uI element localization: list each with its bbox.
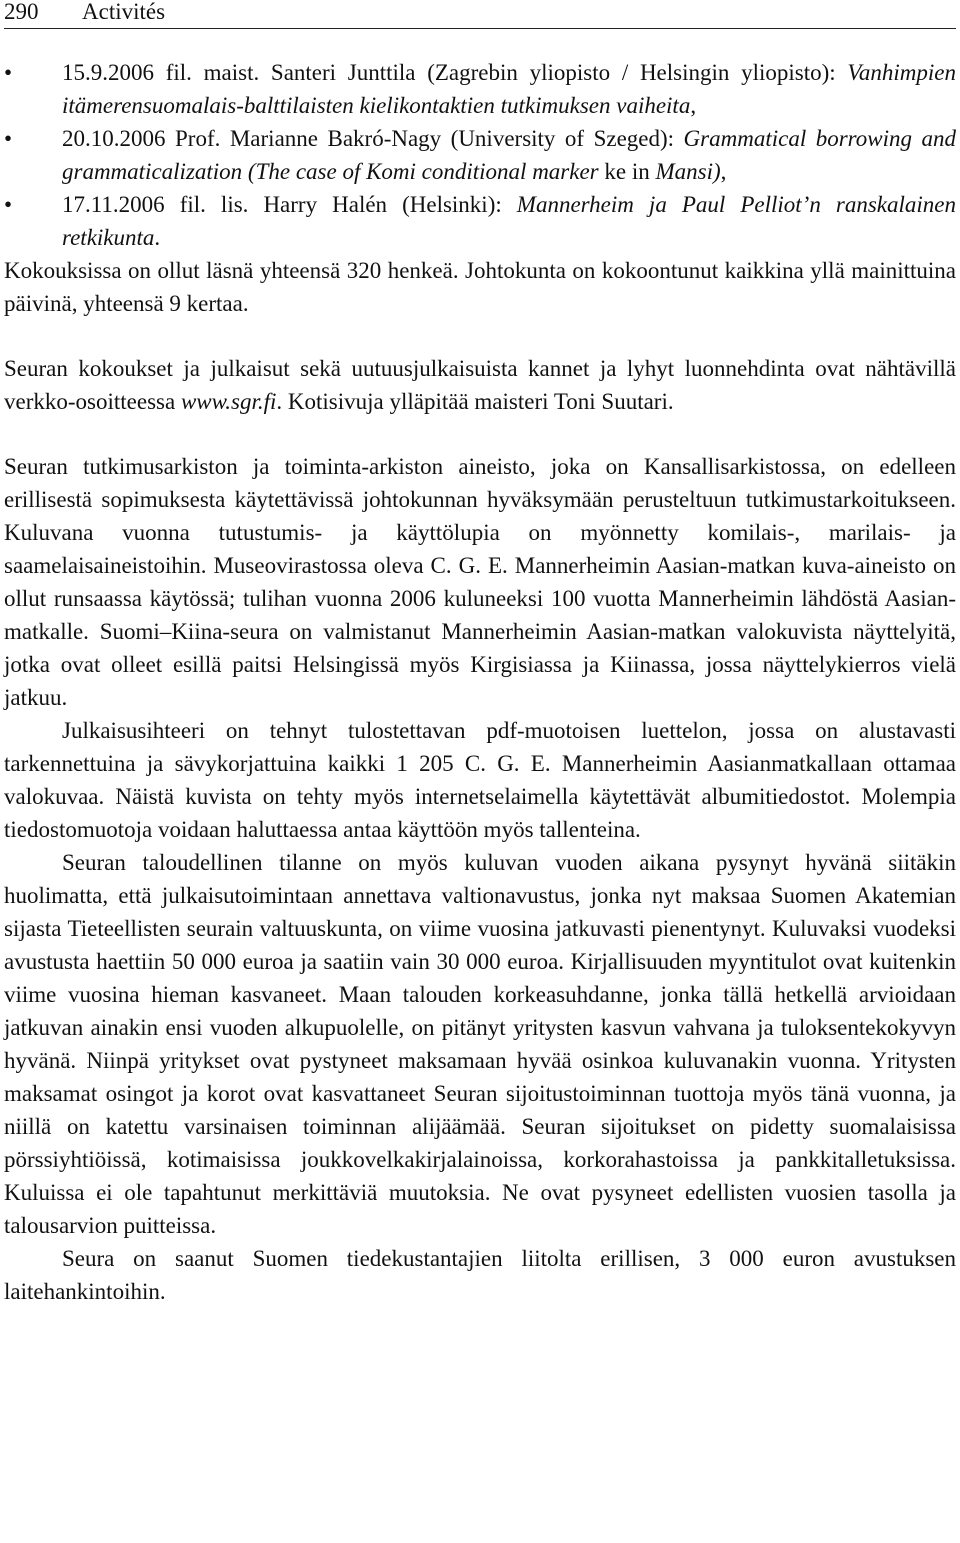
lecture-speaker: 17.11.2006 fil. lis. Harry Halén (Helsinki):	[62, 192, 517, 217]
publications-paragraph: Julkaisusihteeri on tehnyt tulostettavan pdf-muotoisen luettelon, jossa on alustavasti tarkennettuina ja sävykorjattuina kaikki 1 205 C. G. E. Mannerheimin Aasianmatkallaan ottamaa valokuvaa. Näistä kuvista on tehty myös internetselaimella käytettävät albumitiedostot. Molempia tiedostomuotoja voidaan haluttaessa antaa käyttöön myös tallenteina.	[4, 718, 956, 842]
website-url: www.sgr.fi	[180, 389, 277, 414]
bullet-icon: •	[4, 192, 13, 217]
lecture-punct: ,	[690, 93, 697, 118]
website-paragraph	[4, 352, 956, 418]
list-item	[4, 56, 956, 122]
lecture-title-end: Mansi)	[655, 159, 721, 184]
lecture-title: Grammatical borrowing and grammaticalization (The case of Komi conditional marker	[62, 126, 956, 184]
page-body	[4, 56, 956, 1308]
running-header	[4, 0, 956, 29]
lecture-speaker: 20.10.2006 Prof. Marianne Bakró-Nagy (University of Szeged):	[62, 126, 684, 151]
section-title: Activités	[82, 0, 166, 24]
lecture-title-roman: ke in	[598, 159, 656, 184]
list-item	[4, 188, 956, 254]
archive-paragraph: Seuran tutkimusarkiston ja toiminta-arkiston aineisto, joka on Kansallisarkistossa, on edelleen erillisestä sopimuksesta käytettävissä johtokunnan hyväksymään perusteltuun tutkimustarkoitukseen. Kuluvana vuonna tutustumis- ja käyttölupia on myönnetty komilais-, marilais- ja saamelaisaineistoihin. Museovirastossa oleva C. G. E. Mannerheimin Aasian-matkan kuva-aineisto on ollut runsaassa käytössä; tulihan vuonna 2006 kuluneeksi 100 vuotta Mannerheimin lähdöstä Aasian-matkalle. Suomi–Kiina-seura on valmistanut Mannerheimin Aasian-matkan valokuvista näyttelyitä, jotka ovat olleet esillä paitsi Helsingissä myös Kirgisiassa ja Kiinassa, jossa näyttelykierros vielä jatkuu.	[4, 454, 956, 710]
lecture-title: Mannerheim ja Paul Pelliot’n ranskalainen retkikunta	[62, 192, 956, 250]
bullet-icon: •	[4, 60, 13, 85]
lecture-list	[4, 56, 956, 254]
page-number: 290	[4, 0, 39, 24]
lecture-punct: ,	[720, 159, 727, 184]
lecture-title: Vanhimpien itämerensuomalais-balttilaisten kielikontaktien tutkimuksen vaiheita	[62, 60, 956, 118]
meetings-summary: Kokouksissa on ollut läsnä yhteensä 320 henkeä. Johtokunta on kokoontunut kaikkina yllä mainittuina päivinä, yhteensä 9 kertaa.	[4, 258, 956, 316]
lecture-speaker: 15.9.2006 fil. maist. Santeri Junttila (Zagrebin yliopisto / Helsingin yliopisto):	[62, 60, 848, 85]
finance-paragraph: Seuran taloudellinen tilanne on myös kuluvan vuoden aikana pysynyt hyvänä siitäkin huolimatta, että julkaisutoimintaan annettava valtionavustus, jonka nyt maksaa Suomen Akatemian sijasta Tieteellisten seurain valtuuskunta, on viime vuosina jatkuvasti pienentynyt. Kuluvaksi vuodeksi avustusta haettiin 50 000 euroa ja saatiin vain 30 000 euroa. Kirjallisuuden myyntitulot ovat kuitenkin viime vuosina hieman kasvaneet. Maan talouden korkeasuhdanne, jonka tällä hetkellä arvioidaan jatkuvan ainakin ensi vuoden alkupuolelle, on pitänyt yritysten kasvun vahvana ja tuloksentekokyvyn hyvänä. Niinpä yritykset ovat pystyneet maksamaan hyvää osinkoa kuluvanakin vuonna. Yritysten maksamat osingot ja korot ovat kasvattaneet Seuran sijoitustoiminnan tuottoja myös tänä vuonna, ja niillä on katettu varsinaisen toiminnan alijäämää. Seuran sijoitukset on pidetty suomalaisissa pörssiyhtiöissä, kotimaisissa joukkovelkakirjalainoissa, korkorahastoissa ja pankkitalletuksissa. Kuluissa ei ole tapahtunut merkittäviä muutoksia. Ne ovat pysyneet edellisten vuosien tasolla ja talousarvion puitteissa.	[4, 850, 956, 1238]
grant-paragraph: Seura on saanut Suomen tiedekustantajien liitolta erillisen, 3 000 euron avustuksen laitehankintoihin.	[4, 1246, 956, 1304]
list-item	[4, 122, 956, 188]
website-text-before: Seuran kokoukset ja julkaisut sekä uutuusjulkaisuista kannet ja lyhyt luonnehdinta ovat nähtävillä verkko-osoitteessa	[4, 356, 956, 414]
lecture-punct: .	[154, 225, 161, 250]
website-text-after: . Kotisivuja ylläpitää maisteri Toni Suutari.	[276, 389, 674, 414]
bullet-icon: •	[4, 126, 13, 151]
